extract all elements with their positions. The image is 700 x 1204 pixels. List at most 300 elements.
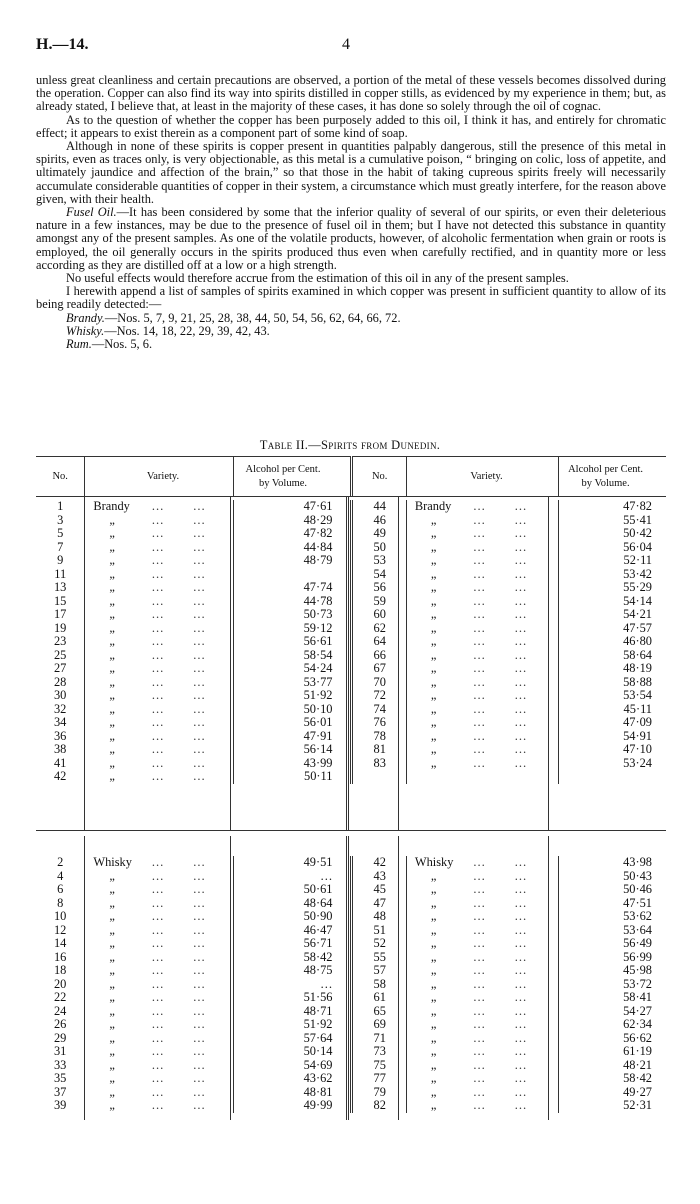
leader-dots: …	[151, 896, 165, 910]
alcohol-value: 44·78	[233, 595, 352, 609]
leader-dots: …	[472, 608, 487, 621]
sample-number: 32	[36, 703, 85, 717]
variety-cell	[85, 856, 233, 870]
leader-dots: …	[151, 770, 165, 783]
sample-number: 13	[36, 581, 85, 595]
leader-dots: …	[514, 950, 528, 964]
variety-cell	[406, 541, 558, 555]
leader-dots: …	[514, 1072, 528, 1085]
leader-dots: …	[151, 581, 165, 594]
variety-cell	[85, 1005, 233, 1019]
header-variety: Variety.	[85, 457, 233, 497]
variety-cell	[406, 581, 558, 595]
variety-cell	[406, 689, 558, 703]
ditto-mark: „	[430, 964, 437, 977]
leader-dots: …	[472, 581, 487, 594]
alcohol-value: 56·99	[623, 950, 652, 964]
variety-cell	[85, 541, 233, 555]
ditto-mark: „	[109, 608, 115, 621]
sample-number: 47	[352, 897, 406, 911]
alcohol-value: 54·24	[233, 662, 352, 676]
alcohol-value: 62·34	[623, 1018, 652, 1031]
leader-dots: …	[192, 500, 207, 513]
sample-number: 7	[36, 541, 85, 555]
leader-dots: …	[192, 910, 207, 923]
ditto-mark: „	[430, 937, 437, 950]
ditto-mark: „	[109, 648, 115, 662]
leader-dots: …	[514, 594, 528, 608]
leader-dots: …	[192, 1045, 207, 1058]
leader-dots: …	[514, 937, 528, 950]
leader-dots: …	[472, 702, 487, 716]
leader-dots: …	[472, 977, 487, 991]
ditto-mark: „	[430, 1018, 437, 1031]
leader-dots: …	[514, 675, 528, 689]
variety-cell	[85, 649, 233, 663]
leader-dots: …	[192, 1004, 207, 1018]
ditto-mark: „	[430, 896, 437, 910]
alcohol-value: 56·71	[233, 937, 352, 951]
paragraph: Fusel Oil.—It has been considered by some that the inferior quality of several of our spirits, or even their deleterious nature in a few instances, may be due to the presence of fusel oil in them; but I have not detected this substance in quantity amongst any of the present samples. As one of the volatile products, however, of alcoholic fermentation when grain or roots is employed, the oil generally occurs in the spirits produced thus even when carefully rectified, and in quantity more or less according as they are distilled off at a low or a high strength.	[36, 205, 666, 272]
leader-dots: …	[514, 621, 528, 635]
alcohol-value: 50·46	[623, 883, 652, 896]
sample-number: 83	[352, 757, 406, 771]
leader-dots: …	[192, 648, 207, 662]
paragraph: As to the question of whether the copper has been purposely added to this oil, I think it has, and entirely for chromatic effect; it appears to exist therein as a component part of some kind of soap.	[36, 112, 666, 140]
table-row	[36, 883, 666, 897]
leader-dots: …	[192, 991, 207, 1004]
leader-dots: …	[151, 910, 165, 923]
table-row	[36, 541, 666, 555]
alcohol-value: 48·21	[623, 1058, 652, 1072]
leader-dots: …	[472, 716, 487, 729]
alcohol-value: 58·42	[623, 1072, 652, 1085]
sample-number: 72	[352, 689, 406, 703]
leader-dots: …	[151, 500, 165, 513]
ditto-mark: „	[109, 964, 115, 977]
header-alcohol: Alcohol per Cent. by Volume.	[568, 464, 644, 489]
leader-dots: …	[472, 950, 487, 964]
variety-cell	[85, 703, 233, 717]
table-row	[36, 757, 666, 771]
sample-number: 9	[36, 554, 85, 568]
column-rule	[346, 496, 349, 830]
alcohol-value: 45·11	[623, 702, 652, 716]
variety-cell	[406, 978, 558, 992]
alcohol-value: 56·04	[623, 540, 652, 554]
table-row	[36, 595, 666, 609]
alcohol-value: …	[233, 978, 352, 992]
alcohol-value: 57·64	[233, 1032, 352, 1046]
sample-number: 60	[352, 608, 406, 622]
sample-number: 67	[352, 662, 406, 676]
copper-list-item: Whisky.—Nos. 14, 18, 22, 29, 39, 42, 43.	[66, 323, 270, 338]
page-header	[36, 36, 666, 56]
table-row	[36, 676, 666, 690]
alcohol-value: 53·77	[233, 676, 352, 690]
sample-number: 2	[36, 856, 85, 870]
sample-number: 56	[352, 581, 406, 595]
leader-dots: …	[192, 856, 207, 869]
alcohol-value: 54·14	[623, 594, 652, 608]
ditto-mark: „	[430, 883, 437, 896]
column-rule	[548, 836, 549, 1120]
leader-dots: …	[151, 856, 165, 869]
leader-dots: …	[514, 910, 528, 923]
leader-dots: …	[472, 567, 487, 581]
leader-dots: …	[192, 513, 207, 527]
leader-dots: …	[514, 702, 528, 716]
variety-cell	[406, 870, 558, 884]
sample-number: 31	[36, 1045, 85, 1059]
alcohol-value	[559, 770, 666, 784]
table-row	[36, 622, 666, 636]
leader-dots: …	[514, 608, 528, 621]
variety-name: Whisky	[414, 856, 454, 869]
paragraph: unless great cleanliness and certain precautions are observed, a portion of the metal of these vessels becomes dissolved during the operation. Copper can also find its way into spirits distilled in copper stills, as evidenced by my experience in them; but, as already stated, I believe that, at least in the majority of these cases, it has done so solely through the oil of cognac.	[36, 73, 666, 114]
leader-dots: …	[192, 621, 207, 635]
table-row	[36, 581, 666, 595]
alcohol-value: 51·56	[233, 991, 352, 1005]
sample-number: 44	[352, 500, 406, 514]
alcohol-value: 43·99	[233, 757, 352, 771]
ditto-mark: „	[109, 540, 115, 554]
alcohol-value: 53·72	[623, 977, 652, 991]
leader-dots: …	[472, 937, 487, 950]
ditto-mark: „	[109, 1099, 115, 1112]
ditto-mark: „	[430, 910, 437, 923]
ditto-mark: „	[109, 675, 115, 689]
variety-cell	[85, 964, 233, 978]
leader-dots: …	[192, 896, 207, 910]
ditto-mark: „	[109, 1031, 115, 1045]
leader-dots: …	[514, 662, 528, 675]
ditto-mark: „	[430, 513, 437, 527]
sample-number: 41	[36, 757, 85, 771]
leader-dots: …	[514, 1004, 528, 1018]
table-row	[36, 978, 666, 992]
variety-cell	[406, 716, 558, 730]
variety-cell	[85, 730, 233, 744]
leader-dots: …	[472, 883, 487, 896]
variety-cell	[85, 1018, 233, 1032]
ditto-mark: „	[430, 1004, 437, 1018]
ditto-mark: „	[430, 743, 437, 756]
alcohol-value: 47·51	[623, 896, 652, 910]
leader-dots: …	[472, 500, 487, 513]
alcohol-value: 47·91	[233, 730, 352, 744]
ditto-mark: „	[109, 527, 115, 540]
sample-number: 1	[36, 500, 85, 514]
sample-number: 29	[36, 1032, 85, 1046]
ditto-mark: „	[430, 991, 437, 1004]
ditto-mark: „	[109, 1018, 115, 1031]
leader-dots: …	[514, 500, 528, 513]
variety-cell	[85, 608, 233, 622]
table-row	[36, 1086, 666, 1100]
table-row	[36, 1045, 666, 1059]
ditto-mark: „	[430, 540, 437, 554]
variety-cell	[406, 676, 558, 690]
table-row	[36, 897, 666, 911]
sample-number: 73	[352, 1045, 406, 1059]
variety-cell	[406, 730, 558, 744]
variety-cell	[85, 937, 233, 951]
sample-number: 22	[36, 991, 85, 1005]
ditto-mark: „	[430, 554, 437, 567]
ditto-mark: „	[109, 513, 115, 527]
ditto-mark: „	[430, 1072, 437, 1085]
table-row	[36, 1018, 666, 1032]
leader-dots: …	[472, 756, 487, 770]
alcohol-value: 48·64	[233, 897, 352, 911]
alcohol-value: 54·27	[623, 1004, 652, 1018]
variety-cell	[85, 635, 233, 649]
table-row	[36, 1005, 666, 1019]
variety-cell	[406, 608, 558, 622]
leader-dots: …	[151, 675, 165, 689]
leader-dots: …	[192, 1018, 207, 1031]
variety-cell	[406, 635, 558, 649]
ditto-mark: „	[430, 977, 437, 991]
ditto-mark: „	[430, 581, 437, 594]
leader-dots: …	[151, 1072, 165, 1085]
leader-dots: …	[151, 964, 165, 977]
variety-cell	[85, 622, 233, 636]
variety-cell	[406, 757, 558, 771]
column-rule	[84, 496, 85, 830]
variety-cell	[85, 883, 233, 897]
variety-cell	[85, 1032, 233, 1046]
leader-dots: …	[151, 1045, 165, 1058]
sample-number: 74	[352, 703, 406, 717]
leader-dots: …	[514, 977, 528, 991]
ditto-mark: „	[430, 648, 437, 662]
table-row	[36, 937, 666, 951]
leader-dots: …	[151, 554, 165, 567]
ditto-mark: „	[109, 729, 115, 743]
alcohol-value: 45·98	[623, 964, 652, 977]
leader-dots: …	[514, 513, 528, 527]
sample-number: 77	[352, 1072, 406, 1086]
alcohol-value: 46·47	[233, 924, 352, 938]
leader-dots: …	[192, 937, 207, 950]
ditto-mark: „	[430, 950, 437, 964]
leader-dots: …	[472, 729, 487, 743]
alcohol-value: 59·12	[233, 622, 352, 636]
leader-dots: …	[514, 1018, 528, 1031]
variety-cell	[85, 527, 233, 541]
ditto-mark: „	[430, 1045, 437, 1058]
leader-dots: …	[151, 1004, 165, 1018]
sample-number: 46	[352, 514, 406, 528]
alcohol-value: 58·42	[233, 951, 352, 965]
alcohol-value: 47·57	[623, 621, 652, 635]
variety-cell	[406, 527, 558, 541]
alcohol-value: 58·41	[623, 991, 652, 1004]
ditto-mark: „	[109, 621, 115, 635]
sample-number: 28	[36, 676, 85, 690]
leader-dots: …	[514, 648, 528, 662]
column-rule	[398, 496, 399, 830]
variety-cell	[85, 897, 233, 911]
sample-number: 75	[352, 1059, 406, 1073]
table-row	[36, 770, 666, 784]
sample-number: 70	[352, 676, 406, 690]
ditto-mark: „	[430, 527, 437, 540]
table-row	[36, 991, 666, 1005]
leader-dots: …	[472, 856, 487, 869]
alcohol-value: 50·90	[233, 910, 352, 924]
ditto-mark: „	[430, 869, 437, 883]
ditto-mark: „	[430, 662, 437, 675]
column-rule	[84, 836, 85, 1120]
leader-dots: …	[151, 621, 165, 635]
leader-dots: …	[192, 923, 207, 937]
leader-dots: …	[472, 743, 487, 756]
ditto-mark: „	[109, 567, 115, 581]
alcohol-value: 52·31	[623, 1099, 652, 1112]
leader-dots: …	[514, 729, 528, 743]
leader-dots: …	[514, 540, 528, 554]
leader-dots: …	[472, 991, 487, 1004]
variety-cell	[406, 514, 558, 528]
variety-cell	[406, 964, 558, 978]
ditto-mark: „	[430, 635, 437, 648]
column-rule	[398, 836, 399, 1120]
variety-cell	[406, 1072, 558, 1086]
alcohol-value: 48·71	[233, 1005, 352, 1019]
sample-number: 34	[36, 716, 85, 730]
variety-cell	[85, 910, 233, 924]
alcohol-value: 51·92	[233, 689, 352, 703]
alcohol-value: 54·91	[623, 729, 652, 743]
leader-dots: …	[151, 689, 165, 702]
table-row	[36, 500, 666, 514]
alcohol-value: 55·41	[623, 513, 652, 527]
variety-name: Brandy	[414, 500, 452, 513]
alcohol-value: 47·74	[233, 581, 352, 595]
sample-number: 57	[352, 964, 406, 978]
table-row	[36, 743, 666, 757]
leader-dots: …	[514, 581, 528, 594]
leader-dots: …	[472, 635, 487, 648]
leader-dots: …	[151, 756, 165, 770]
sample-number: 58	[352, 978, 406, 992]
sample-number: 20	[36, 978, 85, 992]
table-row	[36, 951, 666, 965]
variety-name: Brandy	[93, 500, 130, 513]
table-row	[36, 870, 666, 884]
alcohol-value: 50·10	[233, 703, 352, 717]
table-row	[36, 703, 666, 717]
alcohol-value: 48·79	[233, 554, 352, 568]
alcohol-value: 47·09	[623, 716, 652, 729]
leader-dots: …	[472, 1099, 487, 1112]
leader-dots: …	[151, 716, 165, 729]
alcohol-value: 54·21	[623, 608, 652, 621]
variety-cell	[85, 1072, 233, 1086]
variety-cell	[406, 1032, 558, 1046]
leader-dots: …	[514, 689, 528, 702]
ditto-mark: „	[430, 716, 437, 729]
leader-dots: …	[151, 1099, 165, 1112]
ditto-mark: „	[430, 567, 437, 581]
table-row	[36, 924, 666, 938]
sample-number: 76	[352, 716, 406, 730]
variety-cell	[406, 1018, 558, 1032]
leader-dots: …	[472, 662, 487, 675]
table-row	[36, 662, 666, 676]
sample-number: 43	[352, 870, 406, 884]
alcohol-value: 53·24	[623, 756, 652, 770]
ditto-mark: „	[430, 1031, 437, 1045]
variety-cell	[406, 703, 558, 717]
leader-dots: …	[514, 883, 528, 896]
ditto-mark: „	[109, 977, 115, 991]
sample-number: 26	[36, 1018, 85, 1032]
leader-dots: …	[514, 1058, 528, 1072]
sample-number: 48	[352, 910, 406, 924]
leader-dots: …	[192, 702, 207, 716]
leader-dots: …	[192, 1072, 207, 1085]
leader-dots: …	[151, 729, 165, 743]
variety-cell	[406, 951, 558, 965]
alcohol-value: 56·14	[233, 743, 352, 757]
ditto-mark: „	[430, 1099, 437, 1112]
variety-cell	[85, 1099, 233, 1113]
leader-dots: …	[472, 869, 487, 883]
sample-number: 6	[36, 883, 85, 897]
variety-cell	[406, 991, 558, 1005]
variety-name: Whisky	[93, 856, 132, 869]
leader-dots: …	[151, 950, 165, 964]
alcohol-value: 48·29	[233, 514, 352, 528]
leader-dots: …	[192, 567, 207, 581]
alcohol-value: 53·62	[623, 910, 652, 923]
alcohol-value: 49·51	[233, 856, 352, 870]
sample-number: 25	[36, 649, 85, 663]
ditto-mark: „	[109, 635, 115, 648]
alcohol-value: 56·62	[623, 1031, 652, 1045]
variety-cell	[85, 500, 233, 514]
variety-cell	[406, 662, 558, 676]
variety-cell	[85, 676, 233, 690]
sample-number: 14	[36, 937, 85, 951]
variety-cell	[406, 910, 558, 924]
variety-cell	[85, 1059, 233, 1073]
variety-cell	[85, 991, 233, 1005]
sample-number: 59	[352, 595, 406, 609]
sample-number: 52	[352, 937, 406, 951]
alcohol-value: 48·19	[623, 662, 652, 675]
paragraph-lead: Fusel Oil.	[66, 205, 117, 220]
sample-number: 3	[36, 514, 85, 528]
variety-cell	[85, 1086, 233, 1100]
paragraph: I herewith append a list of samples of spirits examined in which copper was present in sufficient quantity to allow of its being readily detected:—	[36, 284, 666, 312]
leader-dots: …	[472, 594, 487, 608]
leader-dots: …	[472, 1072, 487, 1085]
table-row	[36, 608, 666, 622]
variety-cell	[85, 1045, 233, 1059]
copper-list-item: Brandy.—Nos. 5, 7, 9, 21, 25, 28, 38, 44, 50, 54, 56, 62, 64, 66, 72.	[66, 310, 401, 325]
leader-dots: …	[514, 554, 528, 567]
variety-cell	[85, 951, 233, 965]
leader-dots: …	[151, 635, 165, 648]
sample-number: 82	[352, 1099, 406, 1113]
leader-dots: …	[192, 950, 207, 964]
alcohol-value: 50·43	[623, 869, 652, 883]
